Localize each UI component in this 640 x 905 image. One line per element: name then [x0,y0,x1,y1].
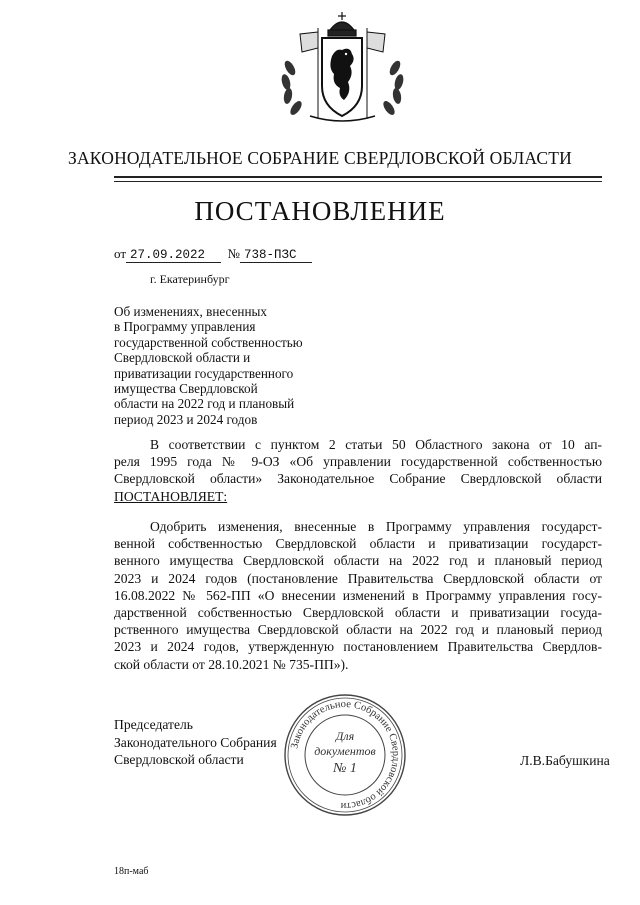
subject-line: в Программу управления [114,319,256,335]
coat-of-arms-icon [270,8,415,126]
subject-line: области на 2022 год и плановый [114,396,295,412]
header-rule-thin [114,181,602,182]
footer-code: 18п-маб [114,866,149,877]
paragraph-line: В соответствии с пунктом 2 статьи 50 Областного закона от 10 ап- [150,437,602,452]
city: г. Екатеринбург [150,272,230,286]
document-number: 738-ПЗС [240,248,313,263]
organization-name: ЗАКОНОДАТЕЛЬНОЕ СОБРАНИЕ СВЕРДЛОВСКОЙ ОБЛАСТИ [68,148,572,168]
position-line: Свердловской области [114,752,244,767]
paragraph-line: реля 1995 года № 9-ОЗ «Об управлении государственной собственностью [114,454,602,470]
subject-line: Свердловской области и [114,350,251,366]
paragraph-line: 2023 и 2024 годов (постановление Правительства Свердловской области от [114,570,602,586]
signatory-name: Л.В.Бабушкина [520,753,610,768]
header-rule-thick [114,176,602,178]
paragraph-basis [114,436,602,505]
decree-word: ПОСТАНОВЛЯЕТ: [114,488,228,504]
document-title: ПОСТАНОВЛЕНИЕ [194,196,446,226]
paragraph-line: Одобрить изменения, внесенные в Программу управления государст- [150,519,602,534]
date-number-line [114,246,312,262]
paragraph-line: ской области от 28.10.2021 № 735-ПП»). [114,656,349,672]
subject-line: приватизации государственного [114,365,294,381]
date-prefix: от [114,246,127,261]
stamp-center-line: № 1 [333,761,357,776]
subject-line: Об изменениях, внесенных [114,304,267,319]
subject-line: государственной собственностью [114,334,303,350]
paragraph-line: дарственной собственностью Свердловской области и приватизации госуда- [114,605,602,621]
paragraph-line: рственного имущества Свердловской области на 2022 год и плановый период [114,622,602,638]
subject-line: имущества Свердловской [114,381,258,397]
stamp-center-line: документов [314,744,376,758]
signatory-position [114,716,277,769]
position-line: Председатель [114,717,193,732]
paragraph-resolution [114,518,602,673]
stamp-center-line: Для [335,729,355,743]
document-date: 27.09.2022 [126,248,221,263]
paragraph-line: венного имущества Свердловской области на 2022 год и плановый период [114,553,602,569]
document-subject [114,304,344,427]
paragraph-line: Свердловской области» Законодательное Собрание Свердловской области [114,471,602,487]
paragraph-line: венной собственностью Свердловской области и приватизации государст- [114,536,602,552]
position-line: Законодательного Собрания [114,734,277,750]
paragraph-line: 2023 и 2024 годов, утвержденную постановлением Правительства Свердлов- [114,639,602,655]
official-stamp [280,690,410,820]
stamp-ring-text: Законодательное Собрание Свердловской области [289,698,402,812]
paragraph-line: 16.08.2022 № 562-ПП «О внесении изменений в Программу управления госу- [114,587,602,603]
subject-line: период 2023 и 2024 годов [114,411,258,427]
number-prefix: № [227,246,240,261]
